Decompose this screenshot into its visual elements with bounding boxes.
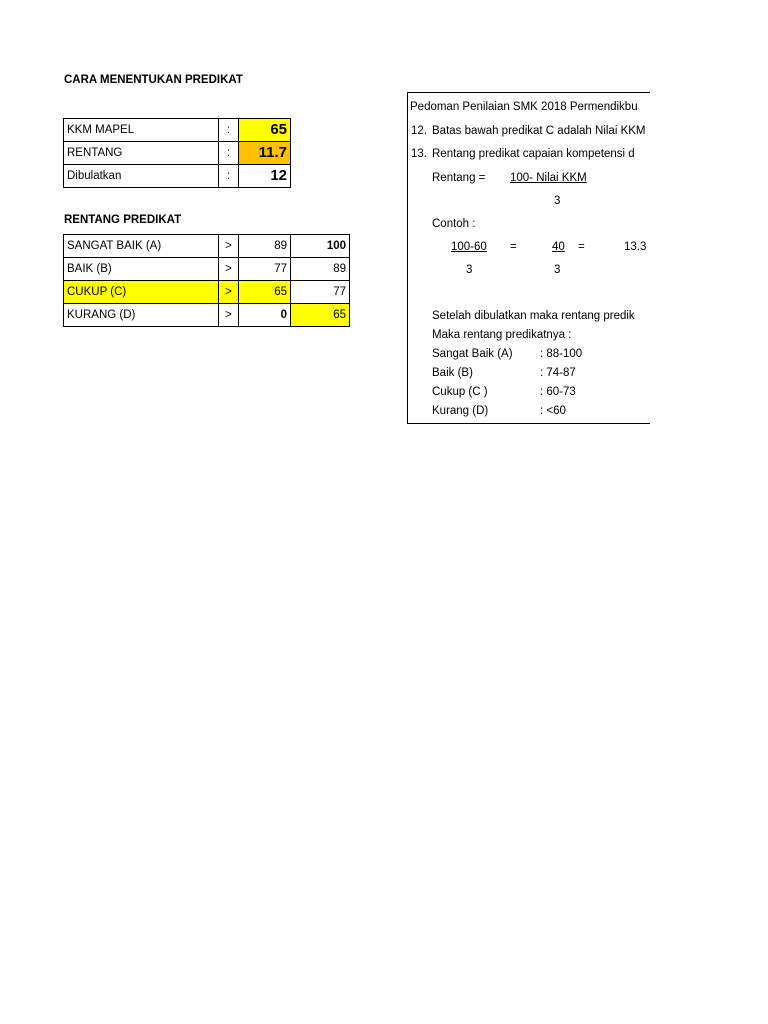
pedoman-title: Pedoman Penilaian SMK 2018 Permendikbu [410, 101, 638, 113]
predikat-list-label: Baik (B) [432, 367, 473, 379]
item-12-text: Batas bawah predikat C adalah Nilai KKM [432, 125, 646, 137]
predikat-min[interactable]: 89 [239, 235, 291, 258]
kkm-value-cell[interactable]: 65 [239, 119, 291, 142]
predikat-list-label: Kurang (D) [432, 405, 489, 417]
predikat-list-range: : 60-73 [540, 386, 576, 398]
predikat-list-label: Cukup (C ) [432, 386, 488, 398]
predikat-label[interactable]: SANGAT BAIK (A) [64, 235, 219, 258]
dibulatkan-label[interactable]: Dibulatkan [64, 165, 219, 188]
item-13-number: 13. [411, 148, 427, 160]
rentang-formula-denominator: 3 [554, 195, 561, 207]
rentang-value-cell[interactable]: 11.7 [239, 142, 291, 165]
contoh-equals-1: = [510, 241, 517, 253]
predikat-min[interactable]: 77 [239, 258, 291, 281]
kkm-label[interactable]: KKM MAPEL [64, 119, 219, 142]
predikat-min[interactable]: 0 [239, 304, 291, 327]
predikat-operator[interactable]: > [219, 281, 239, 304]
predikat-operator[interactable]: > [219, 258, 239, 281]
predikat-list-range: : 88-100 [540, 348, 583, 360]
kkm-table [63, 118, 291, 188]
predikat-operator[interactable]: > [219, 235, 239, 258]
predikat-min[interactable]: 65 [239, 281, 291, 304]
item-13-text: Rentang predikat capaian kompetensi d [432, 148, 635, 160]
kkm-row-rentang [64, 142, 291, 165]
pedoman-panel [407, 92, 650, 424]
predikat-operator[interactable]: > [219, 304, 239, 327]
predikat-max[interactable]: 100 [291, 235, 350, 258]
contoh-mid-numerator: 40 [552, 241, 565, 253]
rentang-predikat-table [63, 234, 350, 327]
predikat-list-range: : 74-87 [540, 367, 576, 379]
contoh-equals-2: = [578, 241, 585, 253]
dibulatkan-value-cell[interactable]: 12 [239, 165, 291, 188]
predikat-label[interactable]: BAIK (B) [64, 258, 219, 281]
setelah-text: Setelah dibulatkan maka rentang predik [432, 310, 635, 322]
rentang-formula-numerator: 100- Nilai KKM [510, 172, 587, 184]
kkm-row-dibulatkan [64, 165, 291, 188]
predikat-label[interactable]: CUKUP (C) [64, 281, 219, 304]
contoh-denominator-2: 3 [554, 264, 561, 276]
contoh-numerator: 100-60 [451, 241, 487, 253]
predikat-row-c [64, 281, 350, 304]
item-12-number: 12. [411, 125, 427, 137]
predikat-label[interactable]: KURANG (D) [64, 304, 219, 327]
contoh-denominator-1: 3 [466, 264, 473, 276]
rentang-formula-label: Rentang = [432, 172, 486, 184]
predikat-max[interactable]: 77 [291, 281, 350, 304]
maka-text: Maka rentang predikatnya : [432, 329, 572, 341]
predikat-row-a [64, 235, 350, 258]
predikat-list-range: : <60 [540, 405, 566, 417]
rentang-predikat-heading: RENTANG PREDIKAT [64, 214, 182, 226]
predikat-row-b [64, 258, 350, 281]
contoh-label: Contoh : [432, 218, 476, 230]
predikat-list-label: Sangat Baik (A) [432, 348, 513, 360]
rentang-label[interactable]: RENTANG [64, 142, 219, 165]
predikat-max[interactable]: 89 [291, 258, 350, 281]
kkm-row-mapel [64, 119, 291, 142]
contoh-result: 13.3 [624, 241, 647, 253]
predikat-max[interactable]: 65 [291, 304, 350, 327]
rentang-separator[interactable]: : [219, 142, 239, 165]
dibulatkan-separator[interactable]: : [219, 165, 239, 188]
page-title: CARA MENENTUKAN PREDIKAT [64, 74, 243, 86]
kkm-separator[interactable]: : [219, 119, 239, 142]
predikat-row-d [64, 304, 350, 327]
